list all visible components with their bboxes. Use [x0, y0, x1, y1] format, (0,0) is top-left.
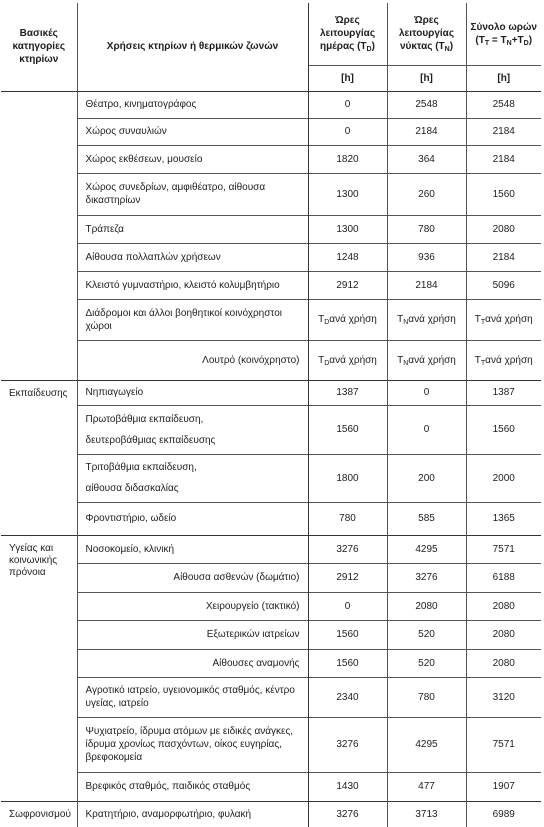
night-cell: 4295 [387, 535, 466, 563]
use-cell: Φροντιστήριο, ωδείο [77, 502, 308, 535]
total-cell: 2548 [466, 91, 541, 118]
operating-hours-table [1, 3, 541, 827]
use-cell: Θέατρο, κινηματογράφος [77, 91, 308, 118]
total-cell: 6989 [466, 801, 541, 827]
day-cell: 1560 [308, 649, 387, 677]
night-cell: 477 [387, 772, 466, 801]
night-cell: 2184 [387, 271, 466, 299]
use-cell: Χώρος εκθέσεων, μουσείο [77, 145, 308, 173]
night-cell: 936 [387, 243, 466, 271]
total-cell: 2080 [466, 215, 541, 243]
day-cell: 780 [308, 502, 387, 535]
total-cell: 1387 [466, 380, 541, 405]
night-cell: 780 [387, 215, 466, 243]
use-cell: Ψυχιατρείο, ίδρυμα ατόμων με ειδικές ανάγκες, ίδρυμα χρονίως πασχόντων, οίκος ευγηρίας, βρεφοκομεία [77, 717, 308, 772]
night-cell: 0 [387, 380, 466, 405]
day-cell: 1300 [308, 215, 387, 243]
day-cell: 3276 [308, 535, 387, 563]
day-cell: 3276 [308, 717, 387, 772]
day-cell: 0 [308, 91, 387, 118]
total-cell: 2184 [466, 243, 541, 271]
use-cell: Κρατητήριο, αναμορφωτήριο, φυλακή [77, 801, 308, 827]
total-cell: 1907 [466, 772, 541, 801]
use-cell: Αίθουσα ασθενών (δωμάτιο) [77, 563, 308, 592]
header-category: Βασικές κατηγορίες κτηρίων [12, 28, 66, 66]
unit-day: [h] [308, 65, 387, 91]
header-use: Χρήσεις κτηρίων ή θερμικών ζωνών [77, 3, 308, 91]
total-cell: 7571 [466, 535, 541, 563]
total-cell: 2080 [466, 620, 541, 649]
night-cell: 364 [387, 145, 466, 173]
total-cell: 6188 [466, 563, 541, 592]
use-cell: Χώρος συναυλιών [77, 118, 308, 145]
night-cell: $T_N\alpha\nu ά$ χρήση [387, 299, 466, 340]
night-cell: 2548 [387, 91, 466, 118]
header-night-hours: Ώρες λειτουργίας νύκτας $(T_N)$ [387, 3, 466, 65]
total-cell: 2184 [466, 118, 541, 145]
night-cell: 260 [387, 173, 466, 215]
category-correction: Σωφρονισμού [1, 801, 77, 827]
total-cell: 3120 [466, 677, 541, 717]
category-education: Εκπαίδευσης [1, 380, 77, 535]
day-cell: 1560 [308, 620, 387, 649]
day-cell: 2340 [308, 677, 387, 717]
use-cell: Αγροτικό ιατρείο, υγειονομικός σταθμός, κέντρο υγείας, ιατρείο [77, 677, 308, 717]
category-general [1, 91, 77, 380]
day-cell: 1387 [308, 380, 387, 405]
total-cell: 2080 [466, 649, 541, 677]
use-cell: Νηπιαγωγείο [77, 380, 308, 405]
use-cell: Τράπεζα [77, 215, 308, 243]
day-cell: 0 [308, 592, 387, 620]
night-cell: $T_N\alpha\nu ά$ χρήση [387, 340, 466, 380]
use-cell: Βρεφικός σταθμός, παιδικός σταθμός [77, 772, 308, 801]
use-cell: Τριτοβάθμια εκπαίδευση, αίθουσα διδασκαλίας [77, 454, 308, 502]
header-day-hours: Ώρες λειτουργίας ημέρας $(T_D)$ [308, 3, 387, 65]
day-cell: $T_D\alpha\nu ά$ χρήση [308, 340, 387, 380]
night-cell: 200 [387, 454, 466, 502]
day-cell: 3276 [308, 801, 387, 827]
unit-night: [h] [387, 65, 466, 91]
use-cell: Κλειστό γυμναστήριο, κλειστό κολυμβητήριο [77, 271, 308, 299]
category-health: Υγείας και κοινωνικής πρόνοια [1, 535, 77, 801]
day-cell: 1248 [308, 243, 387, 271]
use-cell: Λουτρό (κοινόχρηστο) [77, 340, 308, 380]
total-cell: 1560 [466, 173, 541, 215]
day-cell: 2912 [308, 563, 387, 592]
total-cell: 1560 [466, 405, 541, 454]
total-cell: 2080 [466, 592, 541, 620]
day-cell: 1800 [308, 454, 387, 502]
total-cell: $T_T\alpha\nu ά$ χρήση [466, 340, 541, 380]
use-cell: Διάδρομοι και άλλοι βοηθητικοί κοινόχρηστοι χώροι [77, 299, 308, 340]
day-cell: 1820 [308, 145, 387, 173]
use-cell: Νοσοκομείο, κλινική [77, 535, 308, 563]
use-cell: Πρωτοβάθμια εκπαίδευση, δευτεροβάθμιας εκπαίδευσης [77, 405, 308, 454]
total-cell: 2184 [466, 145, 541, 173]
night-cell: 0 [387, 405, 466, 454]
use-cell: Αίθουσες αναμονής [77, 649, 308, 677]
night-cell: 520 [387, 620, 466, 649]
night-cell: 2184 [387, 118, 466, 145]
use-cell: Εξωτερικών ιατρείων [77, 620, 308, 649]
night-cell: 3276 [387, 563, 466, 592]
day-cell: 1560 [308, 405, 387, 454]
night-cell: 585 [387, 502, 466, 535]
day-cell: $T_D\alpha\nu ά$ χρήση [308, 299, 387, 340]
header-total-hours: Σύνολο ωρών $(T_T = T_N+T_D)$ [466, 3, 541, 65]
night-cell: 4295 [387, 717, 466, 772]
use-cell: Χειρουργείο (τακτικό) [77, 592, 308, 620]
total-cell: 2000 [466, 454, 541, 502]
night-cell: 520 [387, 649, 466, 677]
use-cell: Αίθουσα πολλαπλών χρήσεων [77, 243, 308, 271]
total-cell: 5096 [466, 271, 541, 299]
night-cell: 2080 [387, 592, 466, 620]
night-cell: 3713 [387, 801, 466, 827]
day-cell: 2912 [308, 271, 387, 299]
use-cell: Χώρος συνεδρίων, αμφιθέατρο, αίθουσα δικαστηρίων [77, 173, 308, 215]
total-cell: $T_T\alpha\nu ά$ χρήση [466, 299, 541, 340]
day-cell: 0 [308, 118, 387, 145]
total-cell: 1365 [466, 502, 541, 535]
night-cell: 780 [387, 677, 466, 717]
day-cell: 1430 [308, 772, 387, 801]
total-cell: 7571 [466, 717, 541, 772]
unit-total: [h] [466, 65, 541, 91]
day-cell: 1300 [308, 173, 387, 215]
